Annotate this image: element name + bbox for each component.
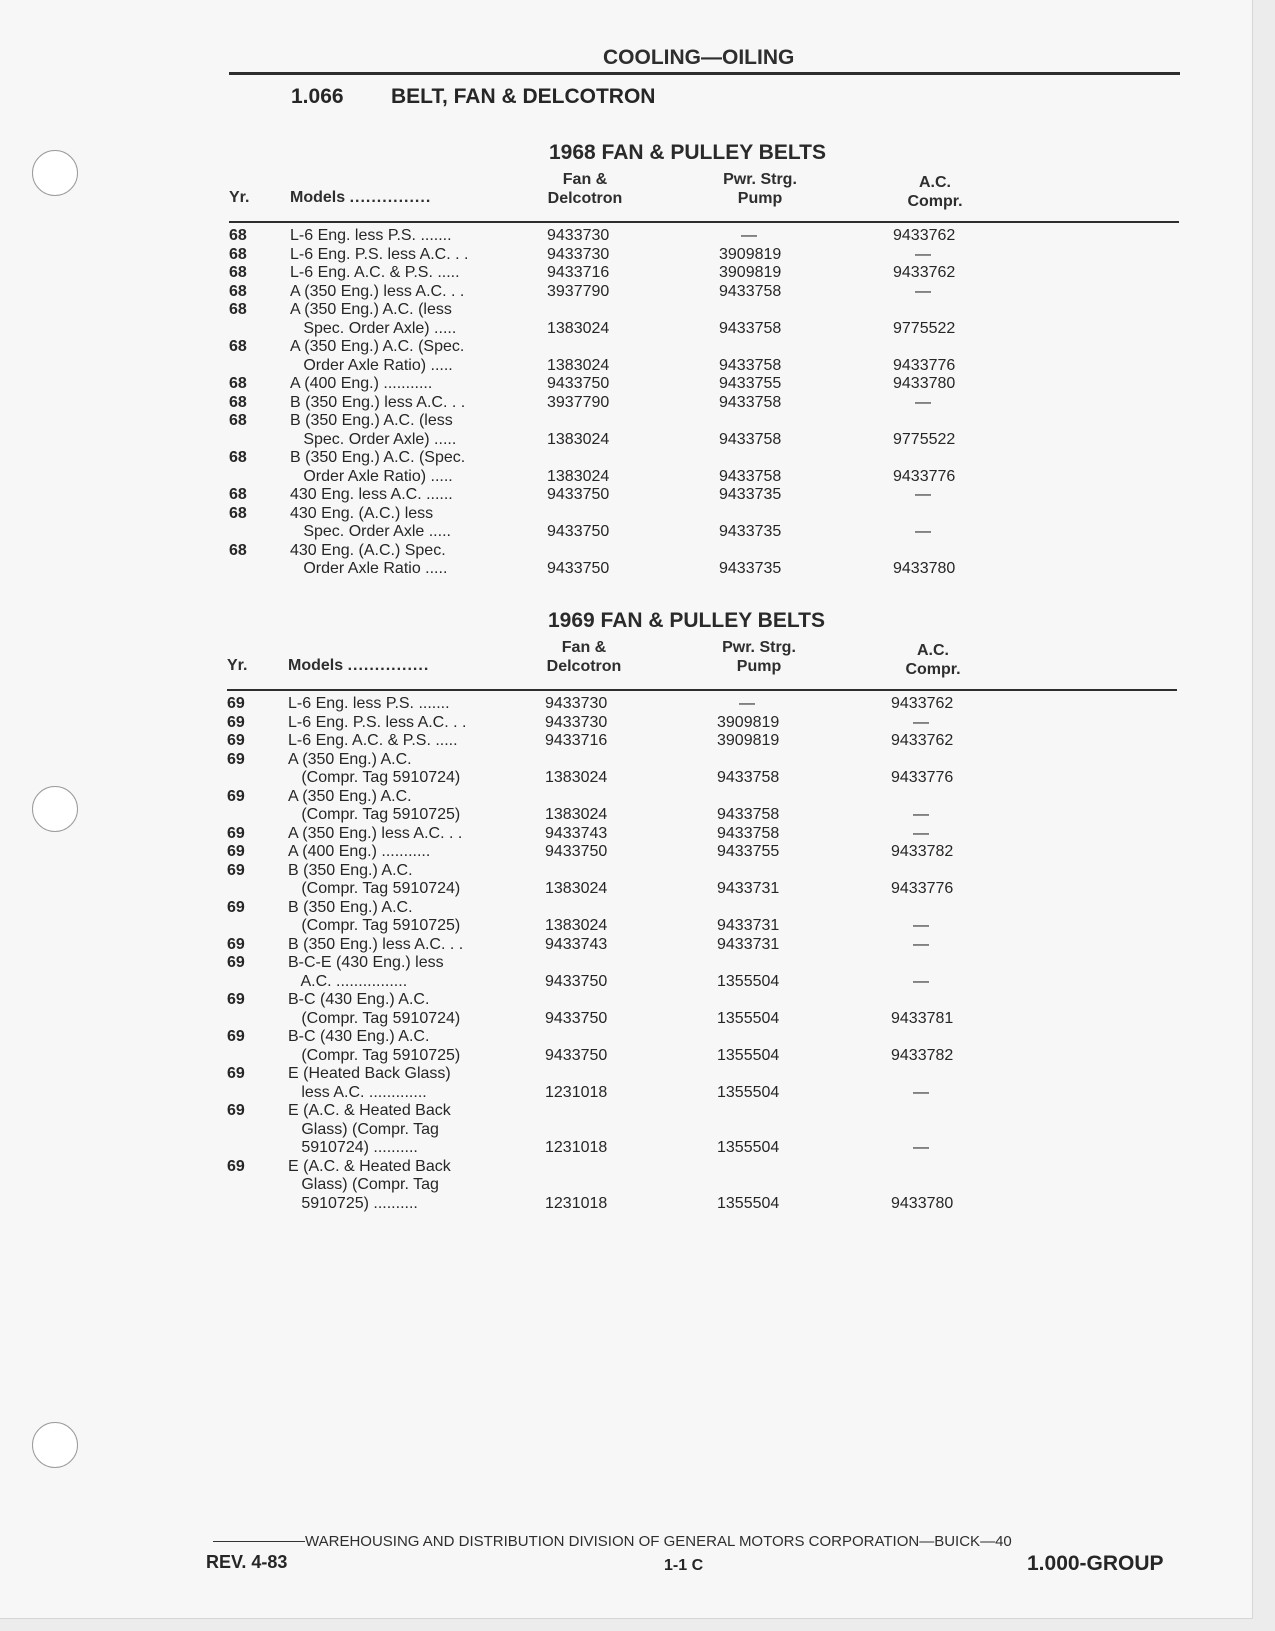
cell-model: 5910724) .......... [288, 1139, 418, 1156]
cell-model: B (350 Eng.) less A.C. . . [290, 393, 466, 411]
table-row [0, 337, 1252, 374]
cell-model: B-C-E (430 Eng.) less [288, 954, 444, 971]
cell-ac-part: 9433762 [891, 732, 954, 749]
table-row [0, 1064, 1252, 1101]
cell-year: 69 [227, 1157, 245, 1175]
col-header-yr: Yr. [227, 657, 248, 674]
cell-year: 69 [227, 935, 245, 953]
cell-year: 68 [229, 449, 247, 466]
cell-model: B (350 Eng.) A.C. (Spec. [290, 449, 466, 466]
cell-fan-part: 3937790 [547, 282, 610, 300]
cell-model: Order Axle Ratio ..... [290, 560, 448, 577]
cell-fan-part: 9433750 [545, 843, 608, 860]
table-row [0, 393, 1252, 412]
cell-fan-part: 9433743 [545, 824, 608, 842]
cell-ac-part: 9433776 [891, 880, 954, 897]
cell-ac-part: — [915, 245, 931, 263]
cell-year: 69 [227, 824, 245, 842]
table-row [0, 1157, 1252, 1213]
cell-ac-part: — [913, 972, 929, 990]
cell-model: (Compr. Tag 5910724) [288, 880, 461, 897]
cell-pwr-part: 9433758 [719, 467, 782, 485]
cell-year: 68 [229, 486, 247, 503]
cell-model: A (350 Eng.) A.C. (Spec. [290, 338, 465, 355]
cell-ac-part: — [915, 393, 931, 411]
cell-pwr-part: 9433758 [717, 806, 780, 823]
cell-pwr-part: 9433731 [717, 880, 780, 897]
cell-model: A.C. ................ [288, 972, 408, 990]
cell-year: 69 [227, 991, 245, 1008]
cell-ac-part: — [913, 806, 929, 823]
section-title: BELT, FAN & DELCOTRON [391, 85, 656, 108]
cell-pwr-part: 9433735 [719, 523, 782, 540]
cell-fan-part: 9433743 [545, 935, 608, 953]
cell-pwr-part: 9433731 [717, 935, 780, 953]
footer-division: WAREHOUSING AND DISTRIBUTION DIVISION OF GENERAL MOTORS CORPORATION—BUICK—40 [305, 1533, 1012, 1550]
col-header-ac: A.C. Compr. [907, 174, 963, 210]
table-row [0, 448, 1252, 485]
cell-ac-part: 9433762 [891, 695, 954, 712]
cell-model: Spec. Order Axle) ..... [290, 319, 457, 337]
cell-pwr-part: 9433735 [719, 486, 782, 503]
cell-ac-part: 9433782 [891, 843, 954, 860]
table-row [0, 300, 1252, 337]
cell-ac-part: 9433776 [893, 356, 956, 374]
cell-fan-part: 1383024 [547, 356, 610, 374]
col-header-models: Models ............... [290, 189, 432, 206]
cell-pwr-part: 9433758 [717, 824, 780, 842]
cell-ac-part: 9433781 [891, 1009, 954, 1027]
cell-fan-part: 9433750 [547, 560, 610, 577]
cell-model: Order Axle Ratio) ..... [290, 356, 453, 374]
cell-ac-part: — [913, 1083, 929, 1101]
cell-model: B-C (430 Eng.) A.C. [288, 991, 430, 1008]
cell-ac-part: 9433762 [893, 264, 956, 281]
cell-fan-part: 1231018 [545, 1194, 608, 1212]
cell-model: E (A.C. & Heated Back [288, 1102, 451, 1119]
table-row [0, 935, 1252, 954]
cell-ac-part: 9433780 [893, 560, 956, 577]
cell-pwr-part: 9433758 [719, 319, 782, 337]
cell-pwr-part: 9433731 [717, 917, 780, 934]
cell-model: (Compr. Tag 5910725) [288, 1046, 461, 1064]
col-header-models: Models ............... [288, 657, 430, 674]
cell-year: 69 [227, 954, 245, 971]
header-rule [229, 72, 1180, 75]
cell-fan-part: 9433730 [547, 245, 610, 263]
table-row [0, 245, 1252, 264]
table-row [0, 990, 1252, 1027]
table-row [0, 504, 1252, 541]
cell-pwr-part: 1355504 [717, 1083, 780, 1101]
cell-ac-part: 9433780 [893, 375, 956, 392]
col-header-fan: Fan & Delcotron [547, 171, 623, 207]
table-rule-1969 [227, 689, 1177, 691]
cell-model: A (350 Eng.) A.C. [288, 787, 412, 805]
cell-model: Glass) (Compr. Tag [288, 1120, 439, 1138]
cell-year: 68 [229, 375, 247, 392]
cell-pwr-part: 9433758 [719, 393, 782, 411]
cell-year: 68 [229, 338, 247, 355]
table-row [0, 485, 1252, 504]
cell-fan-part: 1383024 [545, 917, 608, 934]
section-number: 1.066 [291, 85, 344, 108]
cell-year: 68 [229, 227, 247, 244]
cell-model: (Compr. Tag 5910725) [288, 917, 461, 934]
cell-ac-part: 9433762 [893, 227, 956, 244]
cell-fan-part: 1383024 [547, 430, 610, 448]
cell-year: 69 [227, 750, 245, 768]
cell-fan-part: 1383024 [545, 769, 608, 786]
cell-pwr-part: 1355504 [717, 1139, 780, 1156]
cell-year: 68 [229, 393, 247, 411]
cell-ac-part: 9775522 [893, 319, 956, 337]
cell-model: Order Axle Ratio) ..... [290, 467, 453, 485]
table-row [0, 694, 1252, 713]
cell-model: L-6 Eng. A.C. & P.S. ..... [290, 264, 460, 281]
table-row [0, 842, 1252, 861]
cell-year: 68 [229, 282, 247, 300]
cell-model: 430 Eng. (A.C.) less [290, 504, 434, 522]
cell-year: 69 [227, 1065, 245, 1082]
footer-rule [213, 1541, 305, 1542]
cell-ac-part: — [915, 523, 931, 540]
cell-pwr-part: 3909819 [719, 264, 782, 281]
cell-pwr-part: 3909819 [717, 732, 780, 749]
cell-fan-part: 1383024 [545, 880, 608, 897]
cell-ac-part: — [913, 935, 929, 953]
cell-year: 69 [227, 843, 245, 860]
cell-year: 68 [229, 412, 247, 429]
cell-ac-part: 9433776 [893, 467, 956, 485]
cell-ac-part: 9433780 [891, 1194, 954, 1212]
cell-fan-part: 1383024 [547, 319, 610, 337]
cell-fan-part: 1383024 [545, 806, 608, 823]
cell-model: B (350 Eng.) A.C. [288, 861, 413, 879]
table-row [0, 953, 1252, 990]
cell-model: less A.C. ............. [288, 1083, 427, 1101]
cell-pwr-part: 3909819 [719, 245, 782, 263]
cell-fan-part: 9433716 [545, 732, 608, 749]
table-row [0, 824, 1252, 843]
cell-model: 430 Eng. (A.C.) Spec. [290, 541, 446, 559]
table-title-1969: 1969 FAN & PULLEY BELTS [548, 609, 825, 632]
cell-ac-part: 9775522 [893, 430, 956, 448]
table-row [0, 898, 1252, 935]
cell-pwr-part: 1355504 [717, 1009, 780, 1027]
cell-model: Glass) (Compr. Tag [288, 1176, 439, 1193]
cell-model: L-6 Eng. less P.S. ....... [290, 227, 452, 244]
cell-model: L-6 Eng. less P.S. ....... [288, 695, 450, 712]
table-title-1968: 1968 FAN & PULLEY BELTS [549, 141, 826, 164]
cell-model: B (350 Eng.) A.C. [288, 898, 413, 916]
cell-fan-part: 9433750 [545, 972, 608, 990]
cell-fan-part: 9433750 [547, 523, 610, 540]
binder-hole [32, 150, 78, 196]
cell-pwr-part: 1355504 [717, 1194, 780, 1212]
cell-pwr-part: 1355504 [717, 972, 780, 990]
cell-model: (Compr. Tag 5910724) [288, 769, 461, 786]
table-row [0, 731, 1252, 750]
cell-model: Spec. Order Axle ..... [290, 523, 451, 540]
footer-page-number: 1-1 C [664, 1557, 704, 1574]
cell-ac-part: — [915, 486, 931, 503]
cell-model: B (350 Eng.) A.C. (less [290, 412, 453, 429]
table-row [0, 282, 1252, 301]
cell-ac-part: — [915, 282, 931, 300]
cell-pwr-part: — [739, 695, 755, 712]
cell-pwr-part: 3909819 [717, 713, 780, 731]
cell-fan-part: 3937790 [547, 393, 610, 411]
cell-fan-part: 9433730 [545, 713, 608, 731]
cell-pwr-part: 9433755 [719, 375, 782, 392]
table-row [0, 541, 1252, 578]
page-header-title: COOLING—OILING [603, 46, 795, 69]
cell-model: B-C (430 Eng.) A.C. [288, 1028, 430, 1045]
cell-fan-part: 9433716 [547, 264, 610, 281]
cell-year: 69 [227, 898, 245, 916]
col-header-fan: Fan & Delcotron [546, 639, 622, 675]
cell-model: A (400 Eng.) ........... [288, 843, 431, 860]
table-row [0, 750, 1252, 787]
cell-pwr-part: 1355504 [717, 1046, 780, 1064]
cell-fan-part: 1231018 [545, 1139, 608, 1156]
cell-fan-part: 9433750 [547, 375, 610, 392]
table-row [0, 1027, 1252, 1064]
cell-model: B (350 Eng.) less A.C. . . [288, 935, 464, 953]
cell-ac-part: 9433782 [891, 1046, 954, 1064]
cell-year: 68 [229, 504, 247, 522]
cell-model: A (350 Eng.) less A.C. . . [288, 824, 463, 842]
cell-model: L-6 Eng. A.C. & P.S. ..... [288, 732, 458, 749]
cell-model: 5910725) .......... [288, 1194, 418, 1212]
cell-year: 69 [227, 787, 245, 805]
cell-model: (Compr. Tag 5910725) [288, 806, 461, 823]
cell-model: 430 Eng. less A.C. ...... [290, 486, 453, 503]
table-row [0, 787, 1252, 824]
cell-ac-part: — [913, 1139, 929, 1156]
cell-year: 68 [229, 541, 247, 559]
cell-year: 69 [227, 861, 245, 879]
cell-pwr-part: 9433758 [717, 769, 780, 786]
cell-model: (Compr. Tag 5910724) [288, 1009, 461, 1027]
footer-revision: REV. 4-83 [206, 1552, 288, 1572]
cell-year: 68 [229, 301, 247, 318]
cell-fan-part: 1383024 [547, 467, 610, 485]
cell-year: 69 [227, 1102, 245, 1119]
binder-hole [32, 1422, 78, 1468]
cell-model: L-6 Eng. P.S. less A.C. . . [288, 713, 467, 731]
cell-fan-part: 9433730 [545, 695, 608, 712]
cell-pwr-part: 9433758 [719, 356, 782, 374]
cell-model: A (350 Eng.) A.C. [288, 750, 412, 768]
cell-fan-part: 9433730 [547, 227, 610, 244]
cell-year: 69 [227, 732, 245, 749]
cell-pwr-part: 9433758 [719, 430, 782, 448]
cell-year: 68 [229, 245, 247, 263]
cell-year: 69 [227, 713, 245, 731]
table-row [0, 226, 1252, 245]
cell-model: E (A.C. & Heated Back [288, 1157, 451, 1175]
table-row [0, 374, 1252, 393]
cell-pwr-part: 9433735 [719, 560, 782, 577]
table-row [0, 411, 1252, 448]
table-row [0, 263, 1252, 282]
cell-model: E (Heated Back Glass) [288, 1065, 451, 1082]
col-header-pwr: Pwr. Strg. Pump [723, 171, 797, 207]
cell-pwr-part: 9433758 [719, 282, 782, 300]
table-row [0, 861, 1252, 898]
cell-model: A (350 Eng.) less A.C. . . [290, 282, 465, 300]
table-rule-1968 [229, 221, 1179, 223]
cell-model: Spec. Order Axle) ..... [290, 430, 457, 448]
footer-group: 1.000-GROUP [1027, 1552, 1164, 1575]
cell-year: 68 [229, 264, 247, 281]
table-row [0, 1101, 1252, 1157]
cell-fan-part: 1231018 [545, 1083, 608, 1101]
cell-fan-part: 9433750 [547, 486, 610, 503]
cell-ac-part: — [913, 713, 929, 731]
col-header-yr: Yr. [229, 189, 250, 206]
cell-year: 69 [227, 695, 245, 712]
cell-pwr-part: 9433755 [717, 843, 780, 860]
cell-ac-part: — [913, 917, 929, 934]
cell-year: 69 [227, 1028, 245, 1045]
cell-pwr-part: — [741, 227, 757, 244]
table-row [0, 713, 1252, 732]
col-header-ac: A.C. Compr. [905, 642, 961, 678]
cell-ac-part: — [913, 824, 929, 842]
cell-ac-part: 9433776 [891, 769, 954, 786]
cell-model: A (350 Eng.) A.C. (less [290, 301, 452, 318]
col-header-pwr: Pwr. Strg. Pump [722, 639, 796, 675]
cell-model: A (400 Eng.) ........... [290, 375, 433, 392]
cell-fan-part: 9433750 [545, 1046, 608, 1064]
cell-model: L-6 Eng. P.S. less A.C. . . [290, 245, 469, 263]
cell-fan-part: 9433750 [545, 1009, 608, 1027]
